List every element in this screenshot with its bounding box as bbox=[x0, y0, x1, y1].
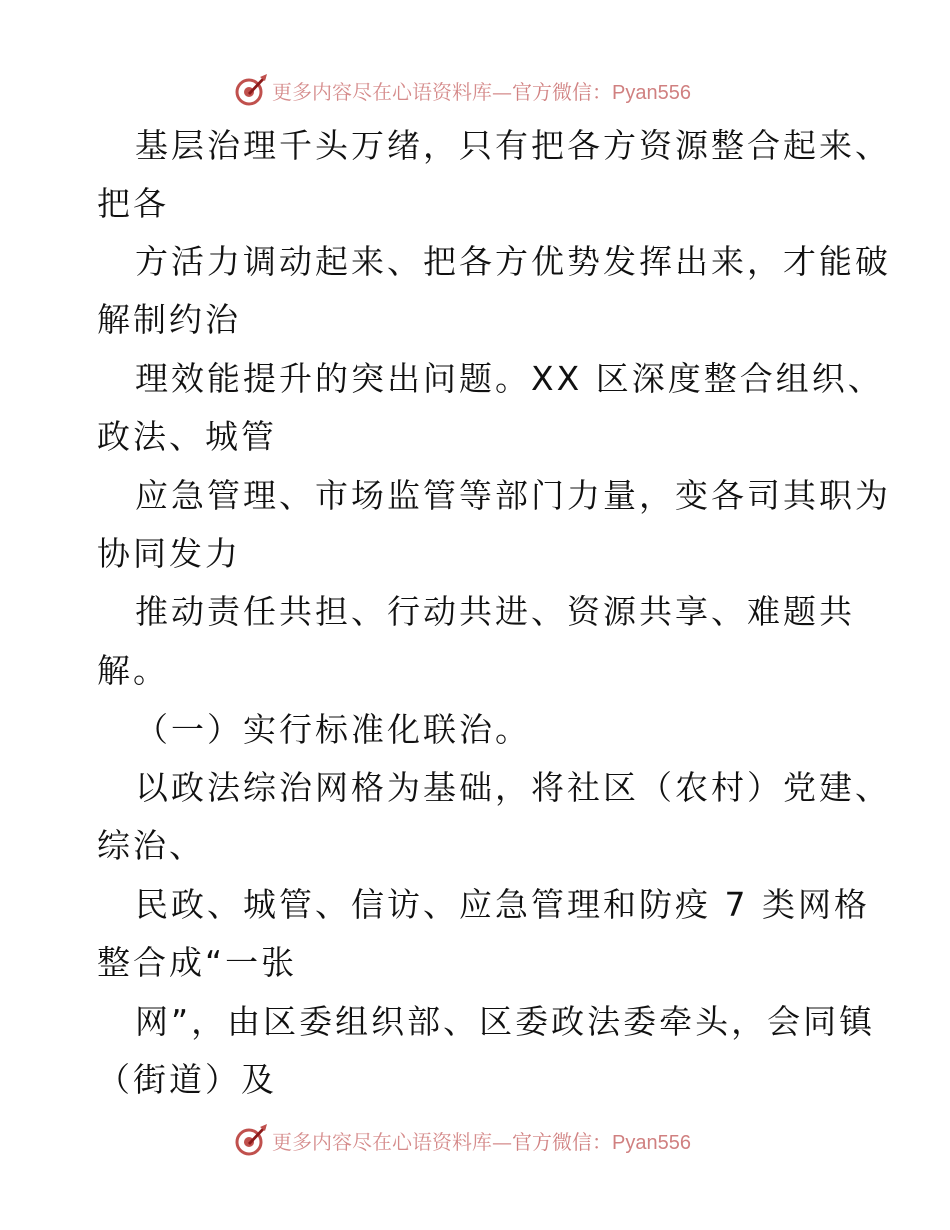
quill-logo-icon bbox=[234, 73, 268, 107]
text-line: 以政法综治网格为基础，将社区（农村）党建、 bbox=[135, 768, 891, 807]
text-line: 推动责任共担、行动共进、资源共享、难题共 bbox=[135, 592, 855, 631]
text-line: 政法、城管 bbox=[97, 417, 277, 456]
header-watermark bbox=[234, 72, 754, 108]
text-line: 整合成“一张 bbox=[97, 943, 298, 982]
footer-dash: — bbox=[492, 1129, 512, 1154]
header-wechat-text: 官方微信：Pyan556 bbox=[512, 81, 691, 104]
text-line: 把各 bbox=[97, 184, 169, 223]
section-heading: （一）实行标准化联治。 bbox=[135, 710, 531, 749]
footer-wechat-text: 官方微信：Pyan556 bbox=[512, 1131, 691, 1154]
text-line: 基层治理千头万绪，只有把各方资源整合起来、 bbox=[135, 126, 891, 165]
text-line: 综治、 bbox=[97, 826, 205, 865]
header-watermark-text bbox=[272, 76, 691, 105]
text-line: （街道）及 bbox=[97, 1060, 277, 1099]
quill-logo-icon bbox=[234, 1123, 268, 1157]
header-dash: — bbox=[492, 79, 512, 104]
text-line: 网”，由区委组织部、区委政法委牵头，会同镇 bbox=[135, 1002, 876, 1041]
header-site-text: 更多内容尽在心语资料库 bbox=[272, 79, 492, 104]
text-line: 应急管理、市场监管等部门力量，变各司其职为 bbox=[135, 476, 891, 515]
text-line: 民政、城管、信访、应急管理和防疫 7 类网格 bbox=[135, 885, 870, 924]
text-line: 解制约治 bbox=[97, 300, 241, 339]
text-line: 方活力调动起来、把各方优势发挥出来，才能破 bbox=[135, 242, 891, 281]
footer-site-text: 更多内容尽在心语资料库 bbox=[272, 1129, 492, 1154]
footer-watermark bbox=[234, 1122, 754, 1158]
footer-watermark-text bbox=[272, 1126, 691, 1155]
text-line: 理效能提升的突出问题。XX 区深度整合组织、 bbox=[135, 359, 884, 398]
text-line: 解。 bbox=[97, 651, 169, 690]
text-line: 协同发力 bbox=[97, 534, 241, 573]
